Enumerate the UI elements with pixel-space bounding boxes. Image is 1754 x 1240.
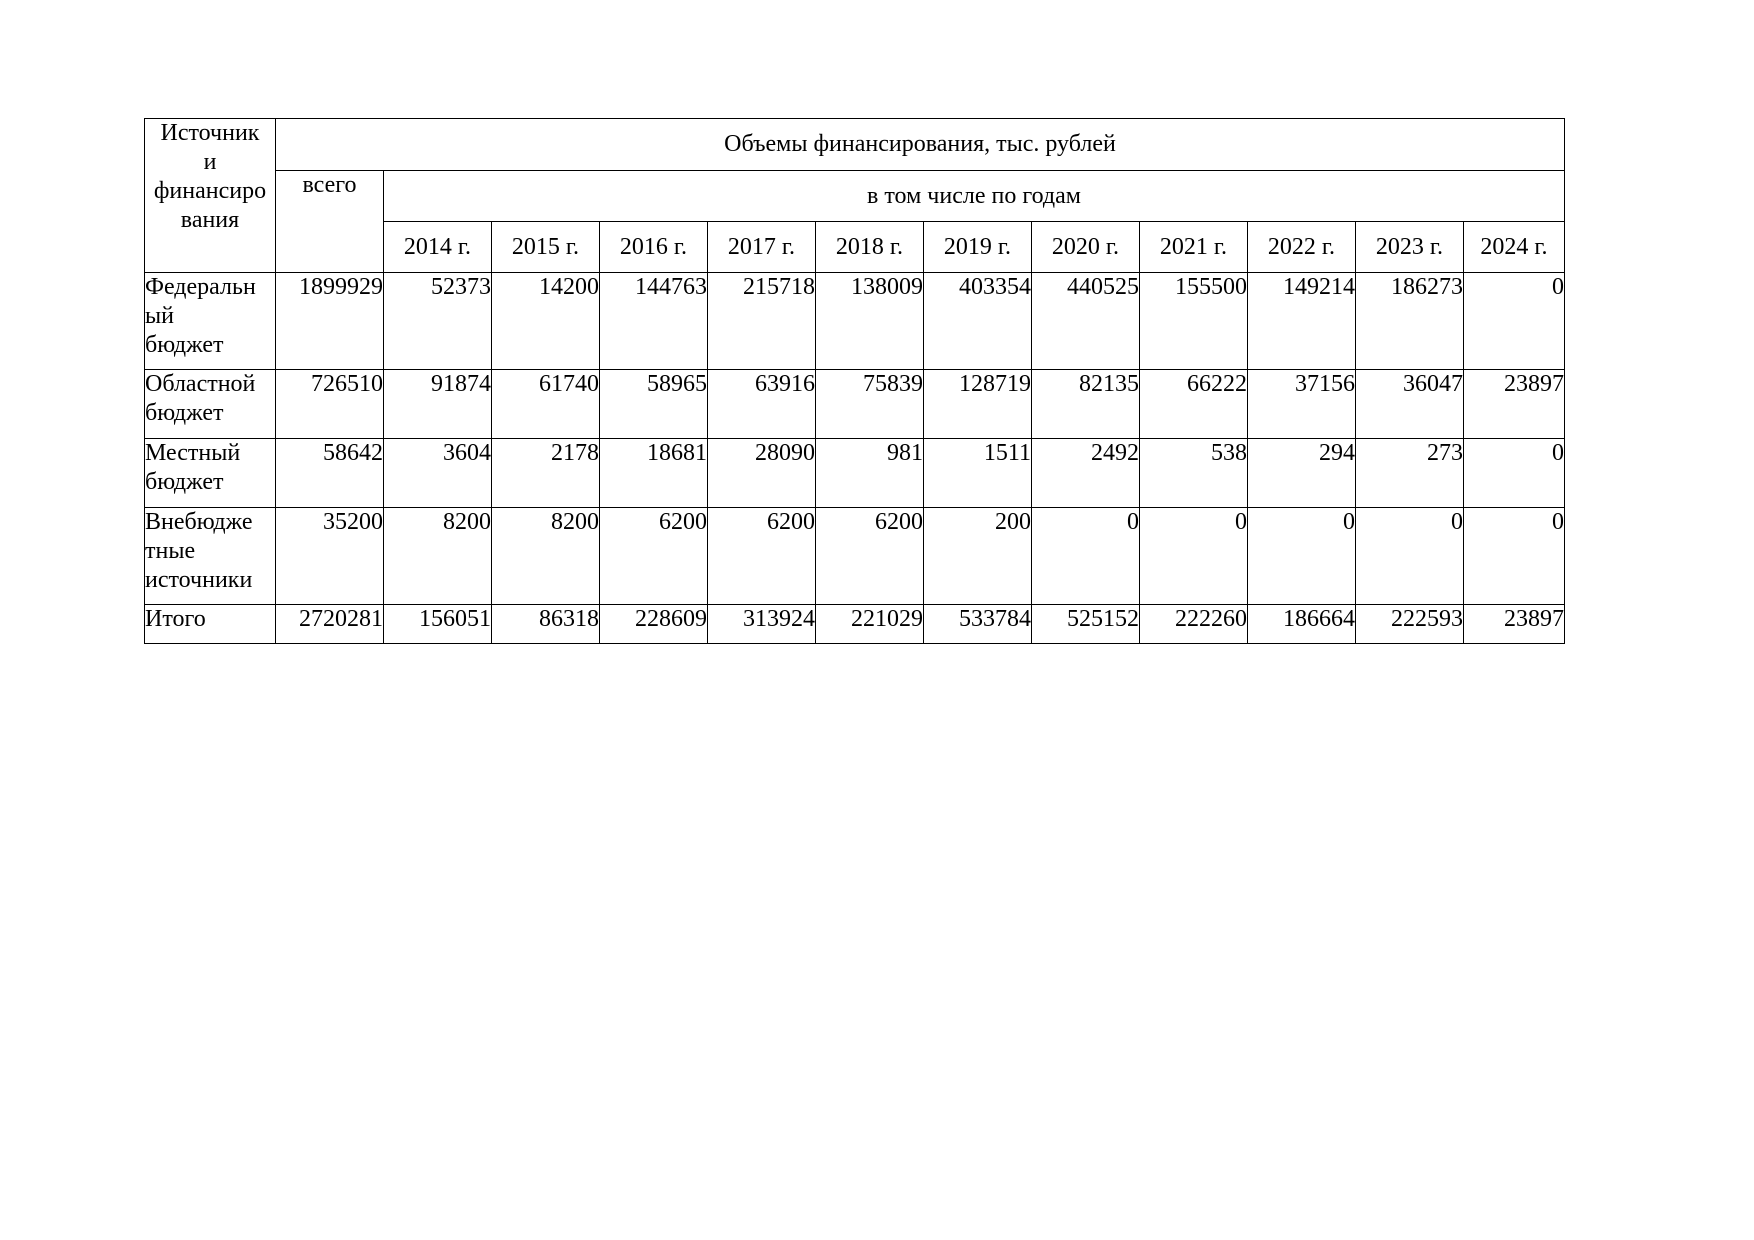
cell-value: 138009 — [816, 273, 924, 370]
table-row-total — [145, 605, 1565, 644]
row-label-line: Итого — [145, 606, 206, 632]
funding-table-wrapper — [144, 118, 1565, 644]
cell-value: 273 — [1356, 439, 1464, 508]
header-by-years: в том числе по годам — [384, 171, 1565, 222]
row-label-line: Областной — [145, 371, 256, 397]
cell-value: 440525 — [1032, 273, 1140, 370]
cell-value: 23897 — [1464, 605, 1565, 644]
cell-value: 200 — [924, 508, 1032, 605]
cell-value: 222593 — [1356, 605, 1464, 644]
header-year: 2017 г. — [708, 222, 816, 273]
row-label-line: Местный — [145, 440, 241, 466]
header-year: 2015 г. — [492, 222, 600, 273]
cell-value: 91874 — [384, 370, 492, 439]
cell-value: 186664 — [1248, 605, 1356, 644]
cell-value: 6200 — [708, 508, 816, 605]
cell-value: 0 — [1248, 508, 1356, 605]
cell-value: 3604 — [384, 439, 492, 508]
cell-value: 61740 — [492, 370, 600, 439]
cell-value: 156051 — [384, 605, 492, 644]
table-row-extrabudgetary — [145, 508, 1565, 605]
cell-value: 525152 — [1032, 605, 1140, 644]
cell-value: 538 — [1140, 439, 1248, 508]
cell-value: 0 — [1464, 439, 1565, 508]
cell-value: 28090 — [708, 439, 816, 508]
row-label-line: тные — [145, 538, 196, 564]
cell-value: 23897 — [1464, 370, 1565, 439]
cell-total: 2720281 — [276, 605, 384, 644]
row-label-line: Внебюдже — [145, 509, 253, 535]
cell-value: 0 — [1032, 508, 1140, 605]
cell-value: 128719 — [924, 370, 1032, 439]
row-label-line: бюджет — [145, 469, 224, 495]
cell-value: 63916 — [708, 370, 816, 439]
cell-value: 228609 — [600, 605, 708, 644]
row-label-line: бюджет — [145, 400, 224, 426]
header-year: 2019 г. — [924, 222, 1032, 273]
row-label-local — [145, 439, 276, 508]
header-row-main — [145, 119, 1565, 171]
cell-value: 52373 — [384, 273, 492, 370]
cell-value: 18681 — [600, 439, 708, 508]
cell-value: 0 — [1356, 508, 1464, 605]
cell-value: 149214 — [1248, 273, 1356, 370]
header-year: 2020 г. — [1032, 222, 1140, 273]
table-row-federal — [145, 273, 1565, 370]
cell-value: 58965 — [600, 370, 708, 439]
header-year: 2016 г. — [600, 222, 708, 273]
cell-value: 222260 — [1140, 605, 1248, 644]
header-row-sub — [145, 171, 1565, 222]
cell-total: 58642 — [276, 439, 384, 508]
table-row-local — [145, 439, 1565, 508]
header-source — [145, 119, 276, 273]
cell-value: 403354 — [924, 273, 1032, 370]
cell-value: 0 — [1464, 273, 1565, 370]
cell-value: 6200 — [816, 508, 924, 605]
row-label-line: Федеральн — [145, 274, 256, 300]
funding-table — [144, 118, 1565, 644]
header-source-line: Источник — [160, 120, 260, 146]
header-year: 2018 г. — [816, 222, 924, 273]
cell-value: 2492 — [1032, 439, 1140, 508]
cell-value: 8200 — [492, 508, 600, 605]
row-label-regional — [145, 370, 276, 439]
row-label-line: источники — [145, 567, 253, 593]
row-label-line: бюджет — [145, 332, 224, 358]
header-total: всего — [276, 171, 384, 273]
cell-total: 1899929 — [276, 273, 384, 370]
cell-value: 2178 — [492, 439, 600, 508]
table-header — [145, 119, 1565, 273]
row-label-total — [145, 605, 276, 644]
cell-value: 1511 — [924, 439, 1032, 508]
cell-value: 6200 — [600, 508, 708, 605]
cell-value: 155500 — [1140, 273, 1248, 370]
header-year: 2022 г. — [1248, 222, 1356, 273]
header-year: 2021 г. — [1140, 222, 1248, 273]
cell-total: 35200 — [276, 508, 384, 605]
table-body — [145, 273, 1565, 644]
header-year: 2023 г. — [1356, 222, 1464, 273]
row-label-line: ый — [145, 303, 174, 329]
cell-value: 66222 — [1140, 370, 1248, 439]
cell-total: 726510 — [276, 370, 384, 439]
cell-value: 215718 — [708, 273, 816, 370]
header-year: 2014 г. — [384, 222, 492, 273]
cell-value: 75839 — [816, 370, 924, 439]
header-source-line: вания — [180, 207, 240, 233]
cell-value: 981 — [816, 439, 924, 508]
cell-value: 313924 — [708, 605, 816, 644]
table-row-regional — [145, 370, 1565, 439]
header-source-line: финансиро — [153, 178, 267, 204]
cell-value: 186273 — [1356, 273, 1464, 370]
cell-value: 36047 — [1356, 370, 1464, 439]
cell-value: 0 — [1464, 508, 1565, 605]
cell-value: 37156 — [1248, 370, 1356, 439]
cell-value: 0 — [1140, 508, 1248, 605]
cell-value: 8200 — [384, 508, 492, 605]
cell-value: 86318 — [492, 605, 600, 644]
cell-value: 82135 — [1032, 370, 1140, 439]
header-source-line: и — [203, 149, 217, 175]
header-year: 2024 г. — [1464, 222, 1565, 273]
cell-value: 221029 — [816, 605, 924, 644]
cell-value: 144763 — [600, 273, 708, 370]
header-funding-volume: Объемы финансирования, тыс. рублей — [276, 119, 1565, 171]
cell-value: 294 — [1248, 439, 1356, 508]
row-label-extrabudgetary — [145, 508, 276, 605]
row-label-federal — [145, 273, 276, 370]
cell-value: 14200 — [492, 273, 600, 370]
cell-value: 533784 — [924, 605, 1032, 644]
